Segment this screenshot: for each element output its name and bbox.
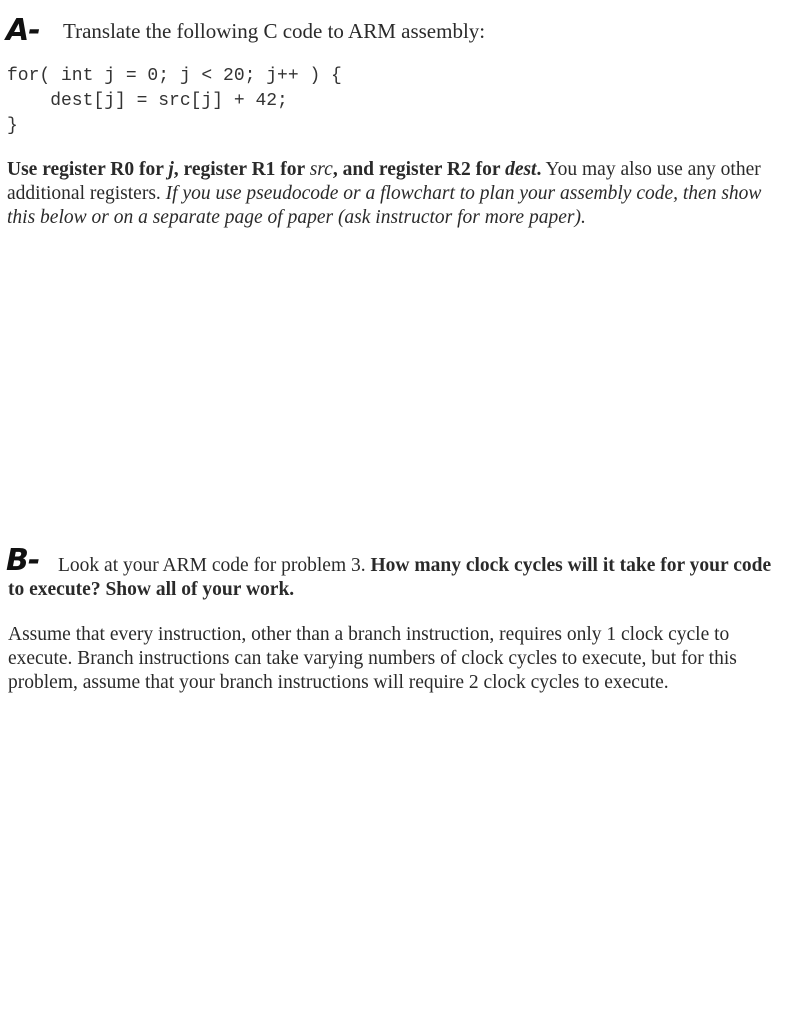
section-b-marker: B- [6, 543, 40, 578]
code-line-1: for( int j = 0; j < 20; j++ ) { [7, 66, 342, 86]
section-a-instructions [7, 158, 775, 230]
instructions-bold-1: Use register R0 for [7, 159, 169, 180]
section-a-prompt: Translate the following C code to ARM assembly: [63, 19, 486, 43]
instructions-var-j: j [168, 159, 174, 180]
section-b-prompt-plain: Look at your ARM code for problem 3. [58, 555, 371, 576]
instructions-plain: You may also use any other additional registers. [7, 159, 761, 204]
code-line-2: dest[j] = src[j] + 42; [7, 91, 288, 111]
section-a-marker: A- [6, 13, 40, 48]
instructions-var-src: src [309, 159, 333, 180]
instructions-var-dest: dest [505, 159, 537, 180]
code-line-3: } [7, 116, 18, 136]
section-b-prompt [8, 554, 778, 602]
c-code-block [7, 64, 342, 139]
instructions-italic: If you use pseudocode or a flowchart to plan your assembly code, then show this below or on a separate page of paper (ask instructor for more paper). [7, 183, 762, 228]
instructions-bold-4: . [536, 159, 542, 180]
section-b-prompt-bold: How many clock cycles will it take for your code to execute? Show all of your work. [8, 555, 772, 600]
instructions-bold-3: , and register R2 for [332, 159, 506, 180]
section-b-assumption: Assume that every instruction, other than a branch instruction, requires only 1 clock cycle to execute. Branch instructions can take varying numbers of clock cycles to execute, but for this problem, assume that your branch instructions will require 2 clock cycles to execute. [8, 624, 737, 693]
instructions-bold-2: , register R1 for [173, 159, 310, 180]
